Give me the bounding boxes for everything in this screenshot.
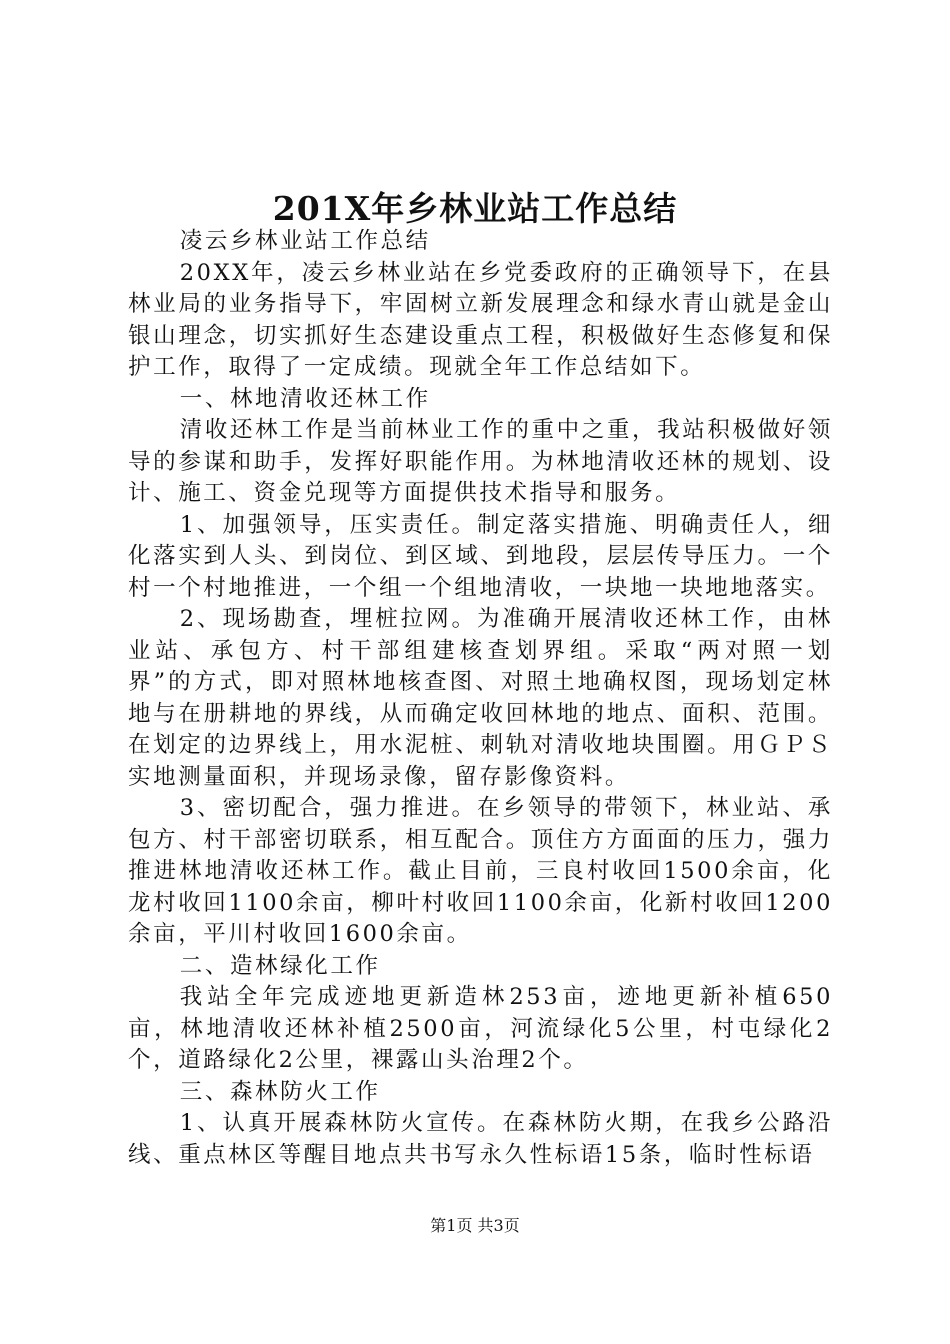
body-paragraph: 2、现场勘查，埋桩拉网。为准确开展清收还林工作，由林业站、承包方、村干部组建核查划界组。采取“两对照一划界”的方式，即对照林地核查图、对照土地确权图，现场划定林地与在册耕地的界线，从而确定收回林地的地点、面积、范围。在划定的边界线上，用水泥桩、刺轨对清收地块围圈。用ＧＰＳ实地测量面积，并现场录像，留存影像资料。 [128, 606, 833, 790]
page-footer: 第1页 共3页 [430, 1216, 520, 1235]
document-title: 201X年乡林业站工作总结 [272, 189, 678, 228]
subtitle-paragraph: 凌云乡林业站工作总结 [179, 228, 431, 254]
body-paragraph: 1、加强领导，压实责任。制定落实措施、明确责任人，细化落实到人头、到岗位、到区域、到地段，层层传导压力。一个村一个村地推进，一个组一个组地清收，一块地一块地地落实。 [128, 511, 833, 601]
body-paragraph: 我站全年完成迹地更新造林253亩，迹地更新补植650亩，林地清收还林补植2500亩，河流绿化5公里，村屯绿化2个，道路绿化2公里，裸露山头治理2个。 [128, 984, 833, 1073]
section-heading-3: 三、森林防火工作 [179, 1078, 381, 1105]
section-heading-1: 一、林地清收还林工作 [179, 385, 431, 412]
body-paragraph: 1、认真开展森林防火宣传。在森林防火期，在我乡公路沿线、重点林区等醒目地点共书写永久性标语15条，临时性标语 [128, 1110, 833, 1168]
intro-paragraph: 20XX年，凌云乡林业站在乡党委政府的正确领导下，在县林业局的业务指导下，牢固树立新发展理念和绿水青山就是金山银山理念，切实抓好生态建设重点工程，积极做好生态修复和保护工作，取得了一定成绩。现就全年工作总结如下。 [128, 259, 833, 380]
document-body [128, 226, 833, 1171]
body-paragraph: 3、密切配合，强力推进。在乡领导的带领下，林业站、承包方、村干部密切联系，相互配合。顶住方方面面的压力，强力推进林地清收还林工作。截止目前，三良村收回1500余亩，化龙村收回1100余亩，柳叶村收回1100余亩，化新村收回1200余亩，平川村收回1600余亩。 [128, 795, 833, 947]
section-heading-2: 二、造林绿化工作 [179, 952, 381, 979]
body-paragraph: 清收还林工作是当前林业工作的重中之重，我站积极做好领导的参谋和助手，发挥好职能作用。为林地清收还林的规划、设计、施工、资金兑现等方面提供技术指导和服务。 [128, 417, 833, 506]
